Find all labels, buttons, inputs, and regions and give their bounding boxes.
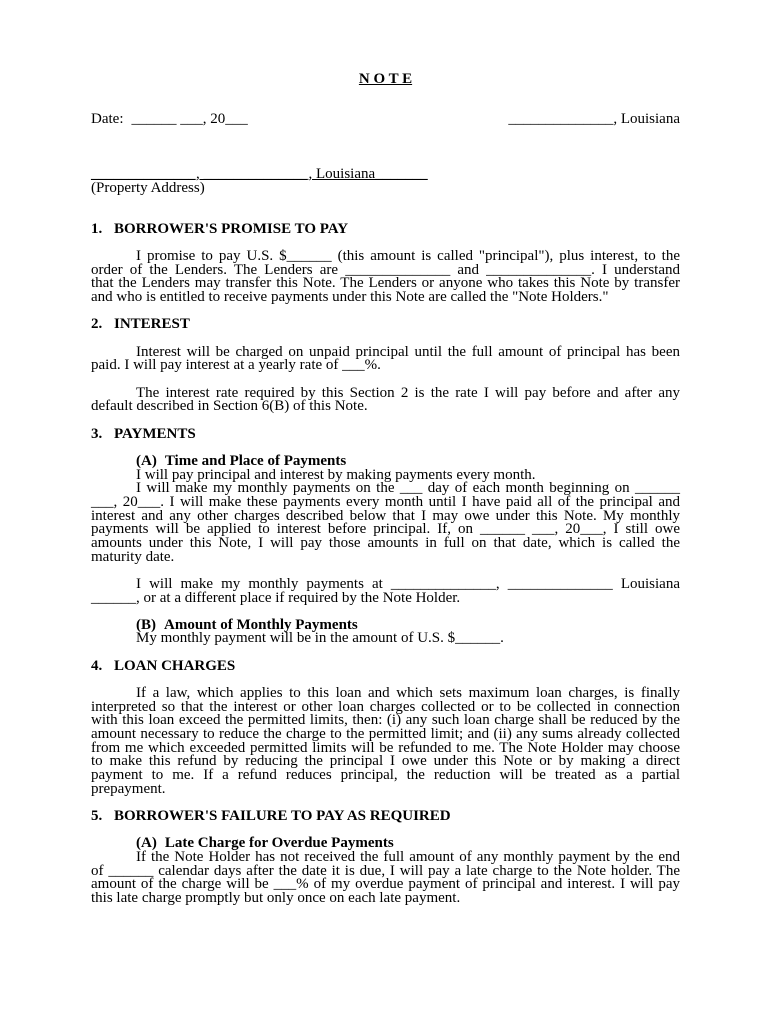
section-4-paragraph [91,687,680,796]
property-address-line: ______________, ______________, Louisiana_______ [91,166,428,183]
section-1-paragraph [91,250,680,305]
section-number: 4. [91,657,103,674]
subsection-3b-paragraph: My monthly payment will be in the amount of U.S. $______. [136,630,504,647]
section-2-paragraph-1 [91,343,680,374]
paragraph-line: that the Lenders may transfer this Note. The Lenders or anyone who takes this Note by transfer [91,275,680,292]
subsection-5a-paragraph [91,848,680,906]
paragraph-line: payments will be applied to interest before principal. If, on ______ ___, 20___, I still owe [91,521,680,538]
paragraph-line: prepayment. [91,780,166,797]
section-2-heading [91,318,680,332]
subsection-title: Time and Place of Payments [164,452,347,469]
paragraph-line: order of the Lenders. The Lenders are ______________ and ______________. I understand [91,261,680,278]
subsection-title: Late Charge for Overdue Payments [164,835,394,852]
paragraph-line: The interest rate required by this Section 2 is the rate I will pay before and after any [136,384,680,401]
section-title: INTEREST [114,316,190,333]
subsection-label: (A) [136,452,157,469]
subsection-3a-paragraph-2 [91,575,680,606]
section-title: BORROWER'S FAILURE TO PAY AS REQUIRED [114,808,451,824]
paragraph-line: ___, 20___. I will make these payments every month until I have paid all of the principal and [91,493,680,510]
date-label: Date: [91,111,124,128]
note-title: N O T E [358,70,413,87]
paragraph-line: default described in Section 6(B) of this Note. [91,398,368,415]
paragraph-line: interpreted so that the interest or other loan charges collected or to be collected in connection [91,698,680,715]
section-1-heading [91,220,680,237]
document-body [91,70,680,906]
date-place: ______________, Louisiana [508,111,680,128]
paragraph-line: payment to me. If a refund reduces principal, the reduction will be treated as a partial [91,767,680,784]
section-title: PAYMENTS [114,425,196,442]
paragraph-line: this late charge promptly but only once on each late payment. [91,889,461,906]
paragraph-line: with this loan exceed the permitted limits, then: (i) any such loan charge shall be reduced by the [91,712,680,729]
paragraph-line: amount of the charge will be ___% of my overdue payment of principal and interest. I will pay [91,876,680,893]
paragraph-line: I will make my monthly payments on the ___ day of each month beginning on ______ [136,480,680,497]
paragraph-line: from me which exceeded permitted limits will be refunded to me. The Note Holder may choose [91,739,680,756]
date-row [91,113,680,127]
subsection-3a-intro: I will pay principal and interest by making payments every month. [136,466,536,483]
paragraph-line: and who is entitled to receive payments under this Note are called the "Note Holders." [91,289,609,306]
property-address-caption: (Property Address) [91,179,205,196]
paragraph-line: paid. I will pay interest at a yearly rate of ___%. [91,357,381,374]
paragraph-line: If the Note Holder has not received the full amount of any monthly payment by the end [136,848,680,865]
paragraph-line: to make this refund by reducing the principal I owe under this Note or by making a direct [91,753,680,770]
paragraph-line: interest and any other charges described below that I may owe under this Note. My monthly [91,507,680,524]
section-4-heading [91,657,680,674]
paragraph-line: ______, or at a different place if required by the Note Holder. [91,589,461,606]
paragraph-line: of ______ calendar days after the date it is due, I will pay a late charge to the Note holder. The [91,862,680,879]
section-number: 1. [91,220,103,237]
section-title: LOAN CHARGES [114,657,236,674]
date-field [91,113,248,127]
subsection-label: (B) [136,616,156,633]
section-title: BORROWER'S PROMISE TO PAY [114,220,349,237]
paragraph-line: I promise to pay U.S. $______ (this amount is called "principal"), plus interest, to the [136,248,680,265]
subsection-title: Amount of Monthly Payments [164,616,358,633]
date-value: ______ ___, 20___ [131,111,248,128]
paragraph-line: If a law, which applies to this loan and which sets maximum loan charges, is finally [136,685,680,702]
section-number: 2. [91,316,103,333]
section-number: 5. [91,808,103,824]
section-2-paragraph-2 [91,384,680,415]
section-number: 3. [91,425,103,442]
paragraph-line: I will make my monthly payments at ______________, ______________ Louisiana [136,575,680,592]
section-5-heading [91,810,680,824]
subsection-label: (A) [136,835,157,852]
paragraph-line: amount necessary to reduce the charge to the permitted limit; and (ii) any sums already collected [91,726,680,743]
section-3-heading [91,425,680,442]
subsection-3a-paragraph-1 [91,482,680,564]
paragraph-line: Interest will be charged on unpaid principal until the full amount of principal has been [136,343,680,360]
paragraph-line: amounts under this Note, I will pay those amounts in full on that date, which is called the [91,534,680,551]
paragraph-line: maturity date. [91,548,175,565]
